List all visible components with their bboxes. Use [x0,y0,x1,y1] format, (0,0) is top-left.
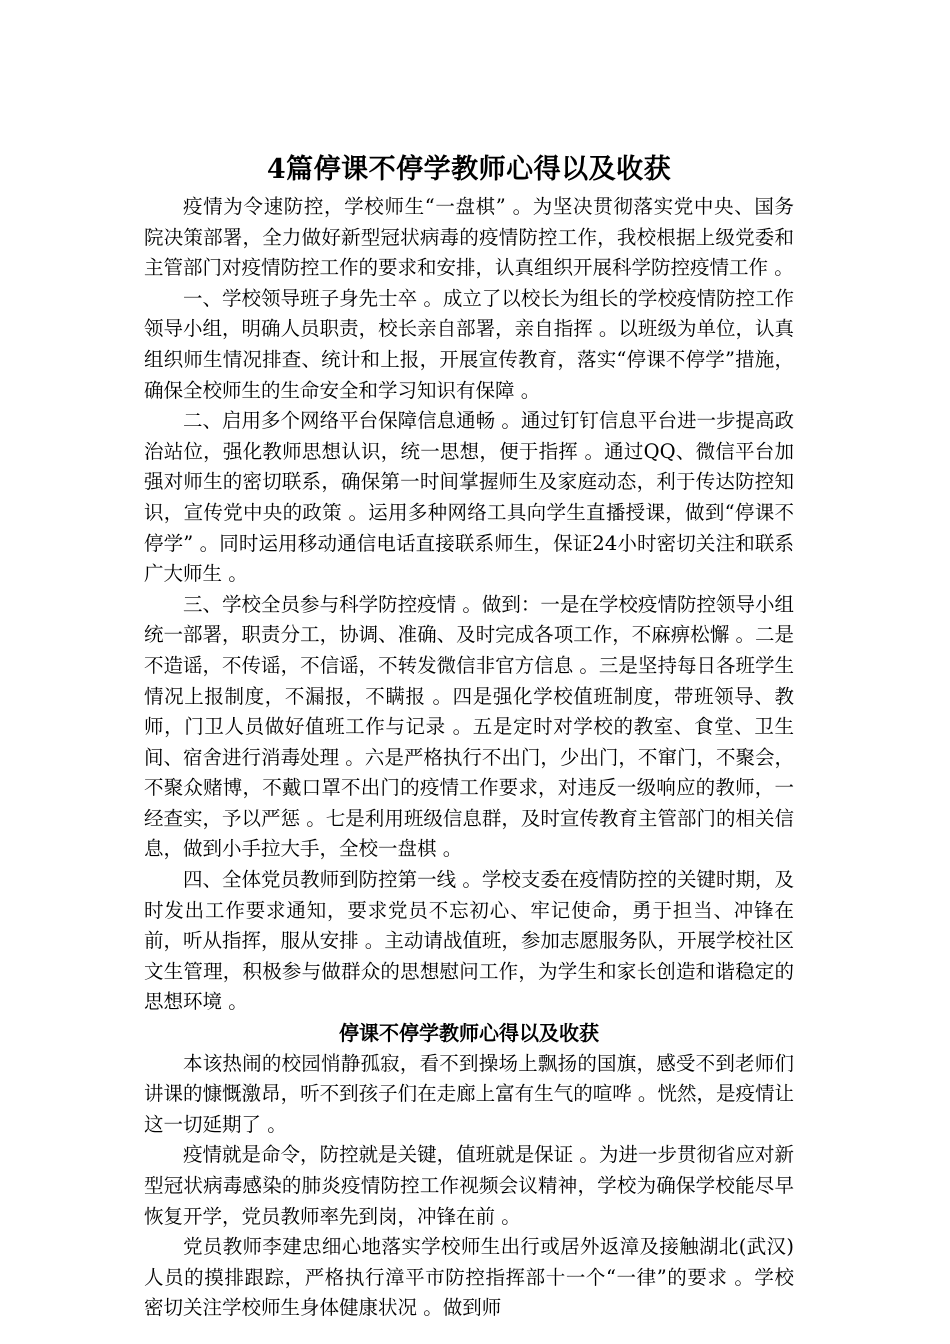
section-subtitle: 停课不停学教师心得以及收获 [339,1021,599,1046]
paragraph-all-staff-prevention: 三、学校全员参与科学防控疫情 。做到：一是在学校疫情防控领导小组统一部署，职责分工，协调、准确、及时完成各项工作，不麻痹松懈 。二是不造谣，不传谣，不信谣，不转发微信非官方信息 。三是坚持每日各班学生情况上报制度，不漏报，不瞒报 。四是强化学校值班制度，带班领导、教师，门卫人员做好值班工作与记录 。五是定时对学校的教室、食堂、卫生间、宿舍进行消毒处理 。六是严格执行不出门，少出门，不窜门，不聚会，不聚众赌博，不戴口罩不出门的疫情工作要求，对违反一级响应的教师，一经查实，予以严惩 。七是利用班级信息群，及时宣传教育主管部门的相关信息，做到小手拉大手，全校一盘棋 。 [144,592,794,861]
document-title: 4篇停课不停学教师心得以及收获 [266,154,672,185]
document-body [144,150,794,1324]
paragraph-leadership: 一、学校领导班子身先士卒 。成立了以校长为组长的学校疫情防控工作领导小组，明确人员职责，校长亲自部署，亲自指挥 。以班级为单位，认真组织师生情况排查、统计和上报，开展宣传教育，落实“停课不停学”措施，确保全校师生的生命安全和学习知识有保障 。 [144,286,794,402]
paragraph-network-platforms: 二、启用多个网络平台保障信息通畅 。通过钉钉信息平台进一步提高政治站位，强化教师思想认识，统一思想，便于指挥 。通过QQ、微信平台加强对师生的密切联系，确保第一时间掌握师生及家庭动态，利于传达防控知识，宣传党中央的政策 。运用多种网络工具向学生直播授课，做到“停课不停学” 。同时运用移动通信电话直接联系师生，保证24小时密切关注和联系广大师生 。 [144,409,794,586]
paragraph-epidemic-command: 疫情就是命令，防控就是关键，值班就是保证 。为进一步贯彻省应对新型冠状病毒感染的肺炎疫情防控工作视频会议精神，学校为确保学校能尽早恢复开学，党员教师率先到岗，冲锋在前 。 [144,1143,794,1228]
intro-paragraph: 疫情为令速防控，学校师生“一盘棋” 。为坚决贯彻落实党中央、国务院决策部署，全力做好新型冠状病毒的疫情防控工作，我校根据上级党委和主管部门对疫情防控工作的要求和安排，认真组织开展科学防控疫情工作 。 [144,195,794,280]
paragraph-party-members: 四、全体党员教师到防控第一线 。学校支委在疫情防控的关键时期，及时发出工作要求通知，要求党员不忘初心、牢记使命，勇于担当、冲锋在前，听从指挥，服从安排 。主动请战值班，参加志愿服务队，开展学校社区文生管理，积极参与做群众的思想慰问工作，为学生和家长创造和谐稳定的思想环境 。 [144,868,794,1014]
paragraph-teacher-tracking: 党员教师李建忠细心地落实学校师生出行或居外返漳及接触湖北(武汉)人员的摸排跟踪，严格执行漳平市防控指挥部十一个“一律”的要求 。学校密切关注学校师生身体健康状况 。做到师 [144,1235,794,1320]
paragraph-quiet-campus: 本该热闹的校园悄静孤寂，看不到操场上飘扬的国旗，感受不到老师们讲课的慷慨激昂，听不到孩子们在走廊上富有生气的喧哗 。恍然，是疫情让这一切延期了 。 [144,1051,794,1136]
